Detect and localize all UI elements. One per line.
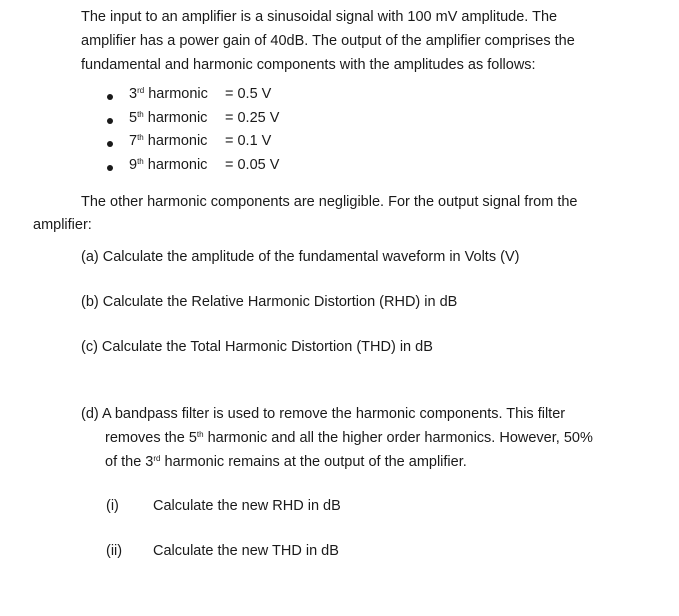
list-item: [0, 110, 679, 132]
question-a: (a) Calculate the amplitude of the fundamental waveform in Volts (V): [81, 249, 520, 265]
bullet-icon: [107, 165, 113, 171]
harmonic-name: 9th harmonic: [129, 157, 208, 173]
subquestion-i-text: Calculate the new RHD in dB: [153, 498, 341, 514]
harmonic-name: 3rd harmonic: [129, 86, 208, 102]
harmonic-name: 7th harmonic: [129, 133, 208, 149]
question-d-line-3: of the 3rd harmonic remains at the output of the amplifier.: [105, 454, 467, 470]
question-c: (c) Calculate the Total Harmonic Distortion (THD) in dB: [81, 339, 433, 355]
question-d-line-2: removes the 5th harmonic and all the higher order harmonics. However, 50%: [105, 430, 593, 446]
harmonic-value: = 0.5 V: [225, 86, 272, 102]
subquestion-i-label: (i): [106, 498, 119, 514]
subquestion-ii-label: (ii): [106, 543, 123, 559]
harmonic-name: 5th harmonic: [129, 110, 208, 126]
harmonic-value: = 0.05 V: [225, 157, 280, 173]
bullet-icon: [107, 118, 113, 124]
intro-line-1: The input to an amplifier is a sinusoidal signal with 100 mV amplitude. The: [81, 9, 558, 25]
other-line-2: amplifier:: [33, 217, 92, 233]
question-b: (b) Calculate the Relative Harmonic Distortion (RHD) in dB: [81, 294, 458, 310]
list-item: [0, 157, 679, 179]
harmonic-value: = 0.1 V: [225, 133, 272, 149]
list-item: [0, 86, 679, 108]
other-line-1: The other harmonic components are negligible. For the output signal from the: [81, 194, 578, 210]
question-d-line-1: (d) A bandpass filter is used to remove the harmonic components. This filter: [81, 406, 566, 422]
bullet-icon: [107, 94, 113, 100]
harmonic-value: = 0.25 V: [225, 110, 280, 126]
subquestion-ii-text: Calculate the new THD in dB: [153, 543, 339, 559]
bullet-icon: [107, 141, 113, 147]
intro-line-3: fundamental and harmonic components with the amplitudes as follows:: [81, 57, 536, 73]
list-item: [0, 133, 679, 155]
intro-line-2: amplifier has a power gain of 40dB. The output of the amplifier comprises the: [81, 33, 575, 49]
